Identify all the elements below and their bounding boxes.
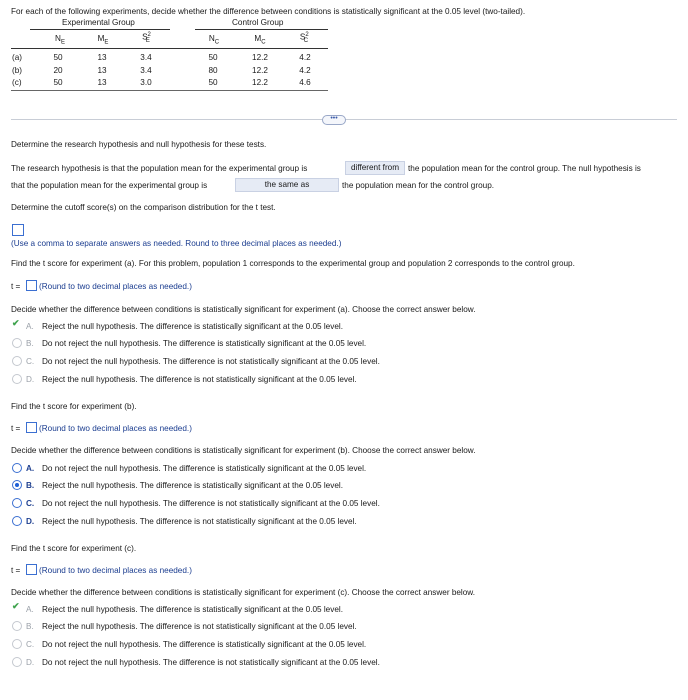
cutoff-hint: (Use a comma to separate answers as needed. Round to three decimal places as needed.) [11, 239, 342, 248]
cell-se: 3.0 [140, 78, 152, 87]
cell-se: 3.4 [140, 53, 152, 62]
question-prompt: For each of the following experiments, decide whether the difference between conditions is statistically significant at the 0.05 level (two-tailed). [11, 7, 526, 16]
part-b-decide: Decide whether the difference between conditions is statistically significant for experiment (b). Choose the correct answer below. [11, 446, 476, 455]
col-header-ne: $N_E$ [55, 34, 65, 46]
radio-icon[interactable] [12, 516, 22, 526]
option-text: Do not reject the null hypothesis. The difference is statistically significant at the 0.05 level. [42, 339, 367, 348]
cell-mc: 12.2 [252, 78, 268, 87]
cell-nc: 50 [208, 53, 218, 62]
option-letter: D. [26, 375, 35, 384]
option-letter: C. [26, 640, 35, 649]
experimental-group-header: Experimental Group [62, 18, 135, 27]
part-a-hint: (Round to two decimal places as needed.) [39, 282, 192, 291]
option-letter: C. [26, 499, 35, 508]
row-label: (b) [12, 66, 23, 75]
radio-icon[interactable] [12, 356, 22, 366]
hypothesis-line1-after: the population mean for the control group. The null hypothesis is [408, 164, 641, 173]
radio-icon[interactable] [12, 498, 22, 508]
cell-mc: 12.2 [252, 53, 268, 62]
hypothesis-line2-before: that the population mean for the experimental group is [11, 181, 208, 190]
col-header-mc: $M_C$ [254, 34, 266, 46]
cell-nc: 50 [208, 78, 218, 87]
cell-sc: 4.6 [299, 78, 311, 87]
part-c-t-input[interactable] [26, 564, 37, 575]
option-letter: B. [26, 481, 35, 490]
option-letter: A. [26, 322, 34, 331]
option-text: Reject the null hypothesis. The difference is not statistically significant at the 0.05 level. [42, 375, 357, 384]
radio-icon[interactable] [12, 639, 22, 649]
table-bottom-rule [11, 90, 328, 91]
experimental-header-rule [30, 29, 170, 30]
col-header-me: $M_E$ [97, 34, 109, 46]
row-label: (c) [12, 78, 22, 87]
column-header-rule [11, 48, 328, 49]
part-c-decide: Decide whether the difference between conditions is statistically significant for experiment (c). Choose the correct answer below. [11, 588, 476, 597]
cell-ne: 50 [53, 53, 63, 62]
part-a-t-label: t = [11, 282, 21, 291]
cell-ne: 50 [53, 78, 63, 87]
cell-sc: 4.2 [299, 53, 311, 62]
cutoff-prompt: Determine the cutoff score(s) on the comparison distribution for the t test. [11, 203, 276, 212]
col-header-se: $S^2_E$ [142, 32, 151, 45]
option-text: Reject the null hypothesis. The difference is statistically significant at the 0.05 level. [42, 481, 343, 490]
cell-me: 13 [97, 78, 107, 87]
option-text: Reject the null hypothesis. The difference is not statistically significant at the 0.05 level. [42, 622, 357, 631]
hypothesis-intro: Determine the research hypothesis and null hypothesis for these tests. [11, 140, 267, 149]
control-group-header: Control Group [232, 18, 284, 27]
part-c-hint: (Round to two decimal places as needed.) [39, 566, 192, 575]
option-text: Do not reject the null hypothesis. The difference is not statistically significant at the 0.05 level. [42, 499, 380, 508]
option-letter: A. [26, 605, 34, 614]
col-header-sc: $S^2_C$ [299, 32, 309, 45]
radio-icon[interactable] [12, 657, 22, 667]
hypothesis-line2-after: the population mean for the control group. [342, 181, 495, 190]
correct-check-icon: ✔ [12, 318, 20, 328]
radio-icon[interactable] [12, 374, 22, 384]
control-header-rule [195, 29, 328, 30]
part-a-t-input[interactable] [26, 280, 37, 291]
part-a-decide: Decide whether the difference between conditions is statistically significant for experiment (a). Choose the correct answer below. [11, 305, 476, 314]
option-text: Do not reject the null hypothesis. The difference is not statistically significant at the 0.05 level. [42, 357, 380, 366]
part-c-t-label: t = [11, 566, 21, 575]
part-b-t-label: t = [11, 424, 21, 433]
option-text: Reject the null hypothesis. The difference is not statistically significant at the 0.05 level. [42, 517, 357, 526]
option-letter: D. [26, 517, 35, 526]
part-c-prompt: Find the t score for experiment (c). [11, 544, 137, 553]
option-letter: A. [26, 464, 35, 473]
option-text: Do not reject the null hypothesis. The difference is not statistically significant at the 0.05 level. [42, 658, 380, 667]
option-letter: C. [26, 357, 35, 366]
cell-me: 13 [97, 66, 107, 75]
radio-icon[interactable] [12, 463, 22, 473]
part-b-t-input[interactable] [26, 422, 37, 433]
correct-check-icon: ✔ [12, 601, 20, 611]
option-letter: D. [26, 658, 35, 667]
radio-icon[interactable] [12, 621, 22, 631]
cell-sc: 4.2 [299, 66, 311, 75]
part-b-hint: (Round to two decimal places as needed.) [39, 424, 192, 433]
more-button[interactable]: ••• [322, 115, 346, 125]
part-a-prompt: Find the t score for experiment (a). For this problem, population 1 corresponds to the experimental group and population 2 corresponds to the control group. [11, 259, 575, 268]
radio-selected-icon[interactable] [12, 480, 22, 490]
cell-mc: 12.2 [252, 66, 268, 75]
cell-me: 13 [97, 53, 107, 62]
option-letter: B. [26, 622, 34, 631]
radio-icon[interactable] [12, 338, 22, 348]
cell-ne: 20 [53, 66, 63, 75]
research-hypothesis-dropdown[interactable]: different from [345, 161, 405, 175]
cell-nc: 80 [208, 66, 218, 75]
cutoff-answer-input[interactable] [12, 224, 24, 236]
option-text: Do not reject the null hypothesis. The difference is statistically significant at the 0.05 level. [42, 464, 367, 473]
option-text: Reject the null hypothesis. The difference is statistically significant at the 0.05 level. [42, 605, 343, 614]
col-header-nc: $N_C$ [208, 34, 220, 46]
option-letter: B. [26, 339, 34, 348]
cell-se: 3.4 [140, 66, 152, 75]
null-hypothesis-dropdown[interactable]: the same as [235, 178, 339, 192]
option-text: Reject the null hypothesis. The difference is statistically significant at the 0.05 level. [42, 322, 343, 331]
row-label: (a) [12, 53, 23, 62]
hypothesis-line1-before: The research hypothesis is that the population mean for the experimental group is [11, 164, 308, 173]
option-text: Do not reject the null hypothesis. The difference is statistically significant at the 0.05 level. [42, 640, 367, 649]
part-b-prompt: Find the t score for experiment (b). [11, 402, 137, 411]
